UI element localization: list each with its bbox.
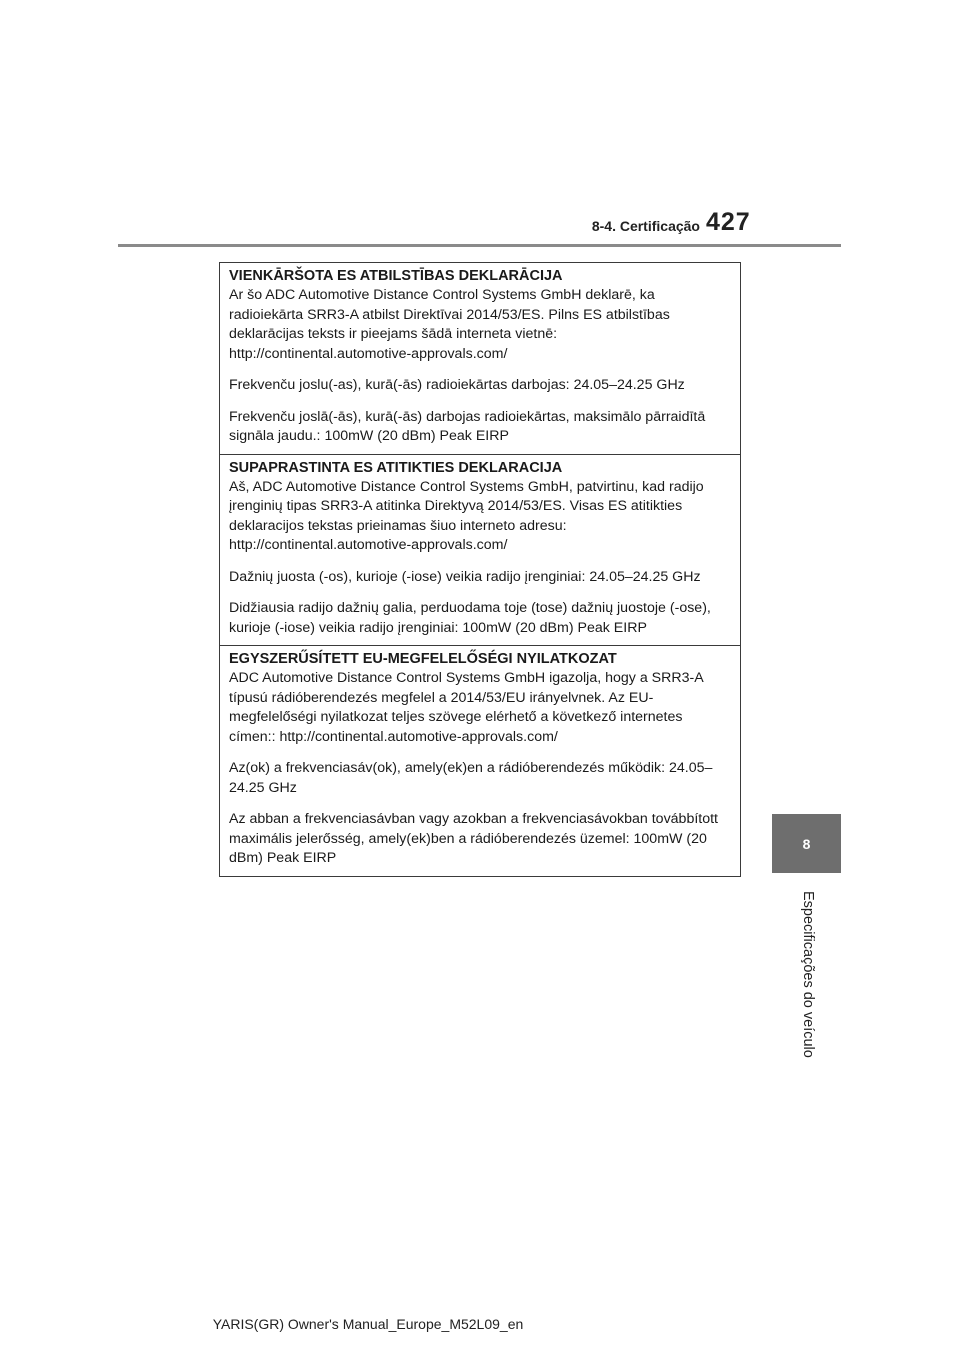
footer: [0, 1316, 960, 1332]
frequency-band-text: Frekvenču joslu(-as), kurā(-ās) radioiekārtas darbojas: 24.05–24.25 GHz: [229, 377, 685, 393]
frequency-band-text: Az(ok) a frekvenciasáv(ok), amely(ek)en a rádióberendezés működik: 24.05–24.25 GHz: [229, 760, 713, 796]
declaration-lithuanian: [220, 455, 740, 647]
chapter-number: 8: [802, 835, 811, 852]
declaration-text: ADC Automotive Distance Control Systems GmbH igazolja, hogy a SRR3-A típusú rádióberendezés megfelel a 2014/53/EU irányelvnek. Az EU-megfelelőségi nyilatkozat teljes szövege elérhető a következő internetes címen:: http://continental.automotive-approvals.com/: [229, 670, 703, 745]
header-divider: [118, 244, 841, 247]
max-power-text: Didžiausia radijo dažnių galia, perduodama toje (tose) dažnių juostoje (-ose), kurioje (-iose) veikia radijo įrenginiai: 100mW (20 dBm) Peak EIRP: [229, 600, 711, 636]
declaration-text: Ar šo ADC Automotive Distance Control Systems GmbH deklarē, ka radioiekārta SRR3-A atbilst Direktīvai 2014/53/ES. Pilns ES atbilstības deklarācijas teksts ir pieejams šādā interneta vietnē: http://continental.automotive-approvals.com/: [229, 287, 670, 362]
max-power-text: Az abban a frekvenciasávban vagy azokban a frekvenciasávokban továbbított maximális jelerősség, amely(ek)ben a rádióberendezés üzemel: 100mW (20 dBm) Peak EIRP: [229, 811, 718, 866]
chapter-title: Especificações do veículo: [800, 890, 816, 1058]
declaration-title: SUPAPRASTINTA ES ATITIKTIES DEKLARACIJA: [229, 459, 563, 476]
declaration-hungarian: [220, 646, 740, 876]
footer-text: YARIS(GR) Owner's Manual_Europe_M52L09_en: [212, 1316, 524, 1332]
frequency-band-text: Dažnių juosta (-os), kurioje (-iose) veikia radijo įrenginiai: 24.05–24.25 GHz: [229, 568, 701, 585]
declarations-table: [219, 262, 741, 877]
page-number: 427: [706, 208, 751, 236]
section-title: 8-4. Certificação: [591, 218, 700, 234]
chapter-tab: [772, 814, 841, 873]
max-power-text: Frekvenču joslā(-ās), kurā(-ās) darbojas radioiekārtas, maksimālo pārraidītā signāla jaudu.: 100mW (20 dBm) Peak EIRP: [229, 408, 706, 444]
declaration-title: VIENKĀRŠOTA ES ATBILSTĪBAS DEKLARĀCIJA: [229, 268, 563, 284]
declaration-title: EGYSZERŰSÍTETT EU-MEGFELELŐSÉGI NYILATKOZAT: [229, 651, 617, 667]
declaration-text: Aš, ADC Automotive Distance Control Systems GmbH, patvirtinu, kad radijo įrenginių tipas SRR3-A atitinka Direktyvą 2014/53/ES. Visas ES atitikties deklaracijos tekstas prieinamas šiuo interneto adresu: http://continental.automotive-approvals.com/: [229, 478, 704, 553]
declaration-latvian: [220, 263, 740, 455]
